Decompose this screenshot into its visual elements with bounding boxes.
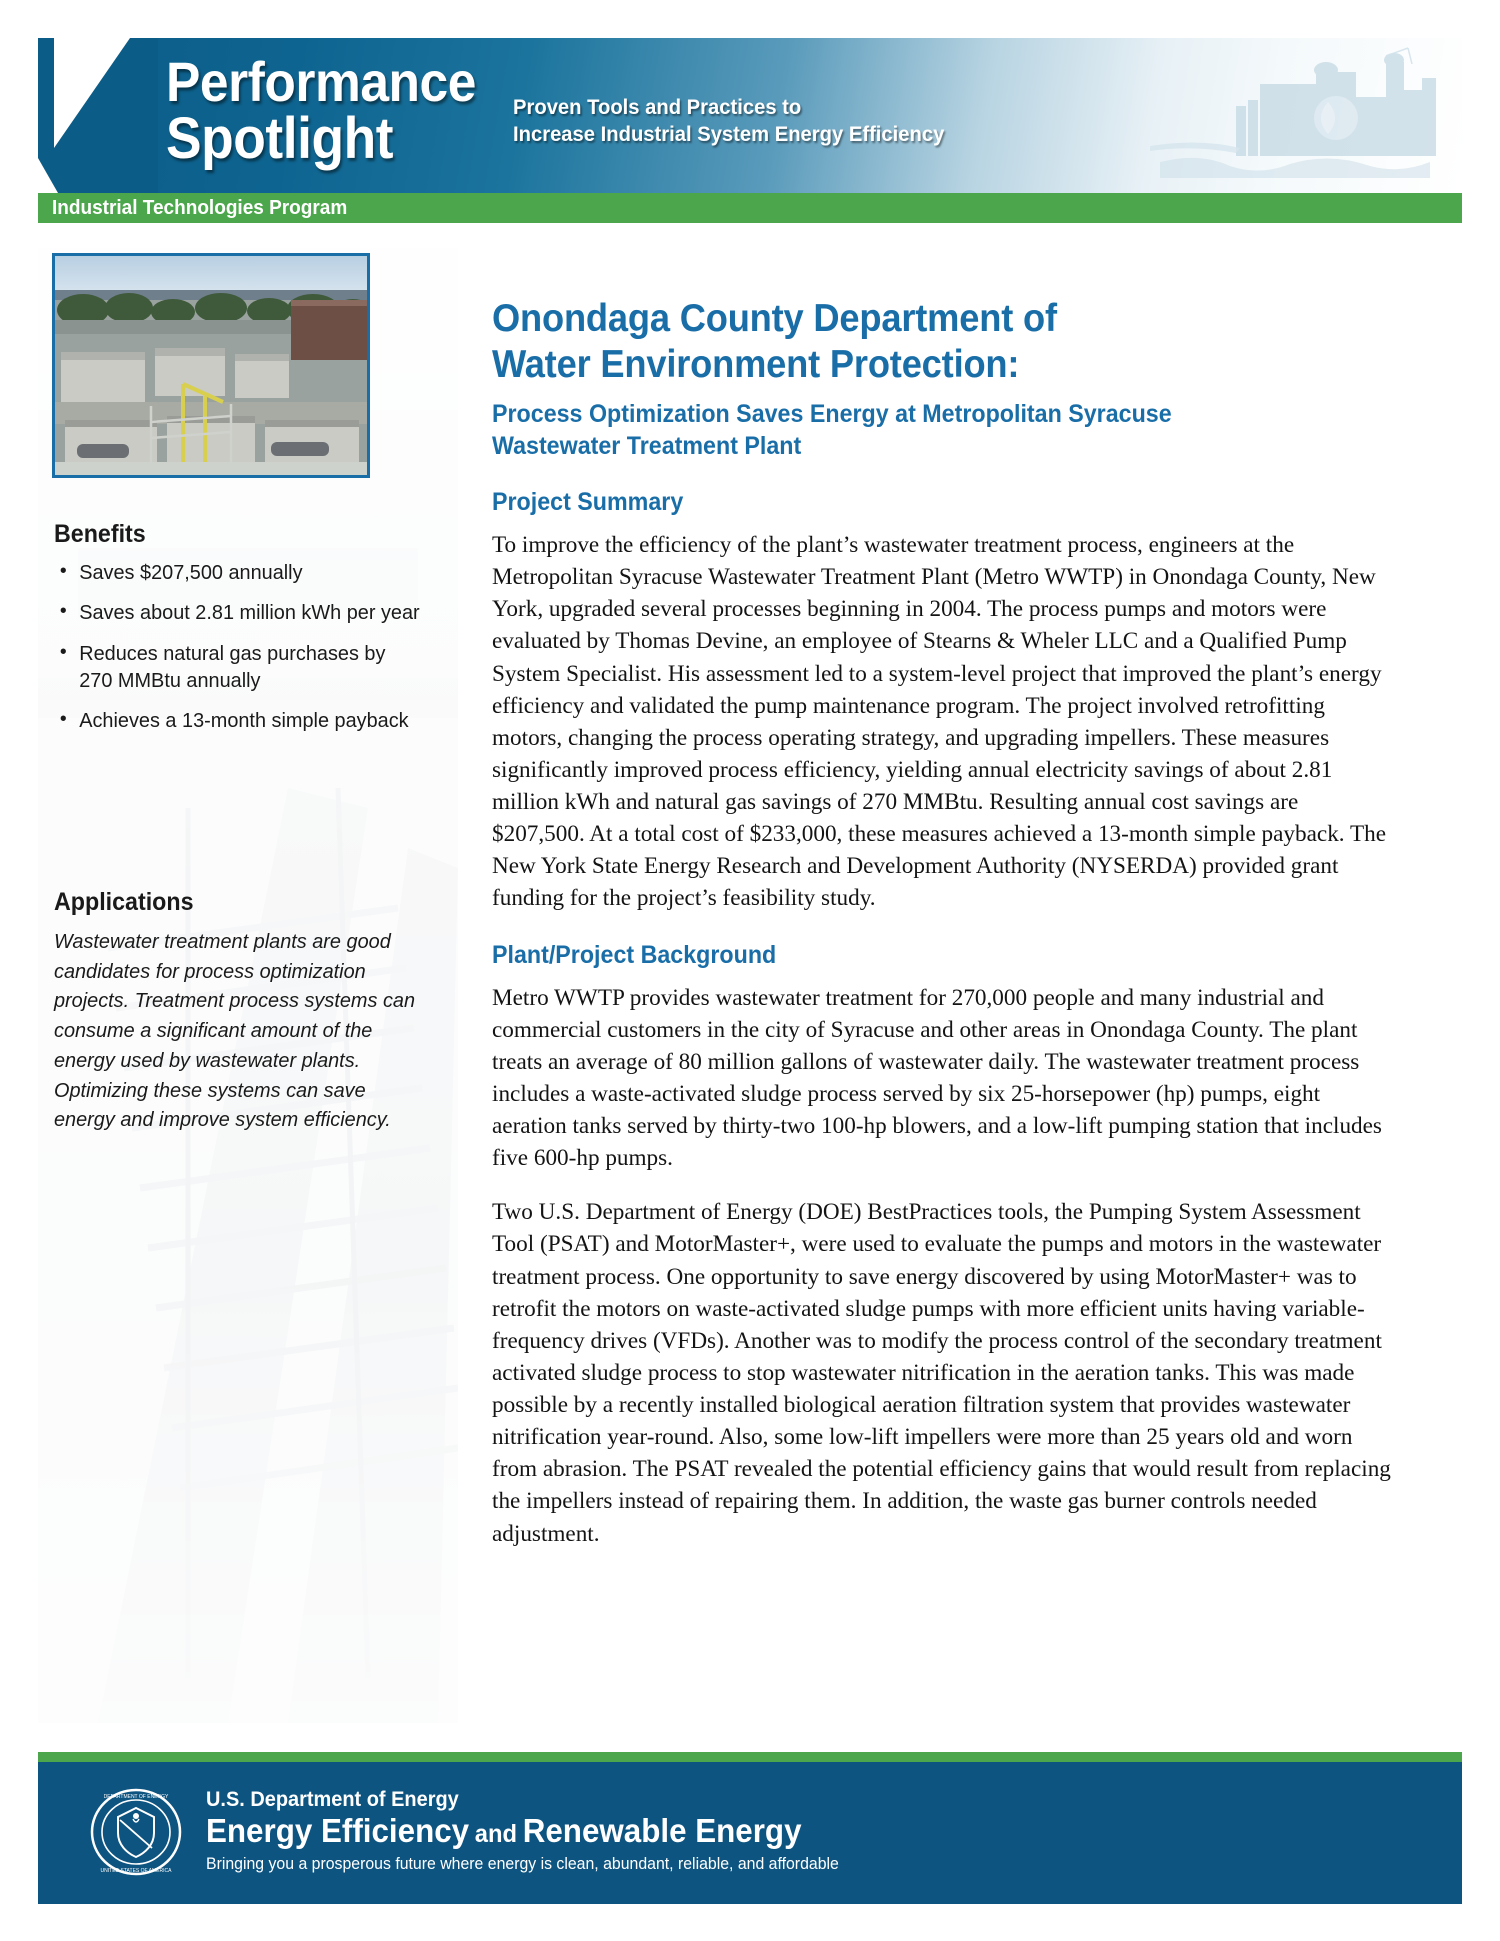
footer-agency-name: U.S. Department of Energy	[206, 1788, 459, 1811]
applications-section	[54, 888, 434, 1135]
svg-text:DEPARTMENT OF ENERGY: DEPARTMENT OF ENERGY	[103, 1794, 169, 1800]
benefits-section	[54, 520, 434, 747]
benefits-heading: Benefits	[54, 520, 146, 548]
footer-office-part2: and	[474, 1820, 518, 1848]
brand-wordmark	[166, 50, 503, 171]
benefits-list	[54, 559, 434, 734]
footer-bar	[38, 1762, 1462, 1904]
banner-wedge-decoration	[38, 38, 158, 193]
footer-green-rule	[38, 1752, 1462, 1762]
list-item: • Saves $207,500 annually	[54, 559, 423, 586]
section-heading-plant-project-background: Plant/Project Background	[492, 940, 777, 969]
page-title-line1: Onondaga County Department of	[492, 297, 1057, 340]
svg-text:UNITED STATES OF AMERICA: UNITED STATES OF AMERICA	[100, 1868, 172, 1874]
section-paragraph: Metro WWTP provides wastewater treatment for 270,000 people and many industrial and commercial customers in the city of Syracuse and other areas in Onondaga County. The plant treats an average of 80 million gallons of wastewater daily. The wastewater treatment process includes a waste-activated sludge process served by six 25-horsepower (hp) pumps, eight aeration tanks served by thirty-two 100-hp blowers, and a low-lift pumping station that includes five 600-hp pumps.	[492, 984, 1382, 1172]
brand-block	[166, 50, 972, 171]
sidebar	[38, 248, 458, 1723]
section-paragraph: Two U.S. Department of Energy (DOE) BestPractices tools, the Pumping System Assessment Tool (PSAT) and MotorMaster+, were used to evaluate the pumps and motors in the wastewater treatment process. One opportunity to save energy discovered by using MotorMaster+ was to retrofit the motors on waste-activated sludge pumps with more efficient units having variable-frequency drives (VFDs). Another was to modify the process control of the secondary treatment activated sludge process to stop wastewater nitrification in the aeration tanks. This was made possible by a recently installed biological aeration filtration system that provides wastewater nitrification year-round. Also, some low-lift impellers were more than 25 years old and worn from abrasion. The PSAT revealed the potential efficiency gains that would result from replacing the impellers instead of repairing them. In addition, the waste gas burner controls needed adjustment.	[492, 1199, 1391, 1547]
brand-spotlight-text: Spotlight	[166, 105, 394, 171]
program-bar-label: Industrial Technologies Program	[52, 197, 348, 219]
footer-office-part3: Renewable Energy	[522, 1812, 802, 1849]
main-content	[492, 296, 1392, 1550]
page-subtitle-line1: Process Optimization Saves Energy at Metropolitan Syracuse	[492, 400, 1172, 429]
list-item: • Reduces natural gas purchases by 270 MMBtu annually	[54, 640, 423, 695]
footer-text-block	[206, 1788, 865, 1874]
applications-heading: Applications	[54, 888, 194, 916]
banner-tagline	[513, 94, 944, 149]
footer-office-name	[206, 1813, 832, 1849]
industrial-plant-illustration-icon	[1140, 42, 1440, 192]
page-subtitle	[492, 398, 1392, 462]
applications-body: Wastewater treatment plants are good candidates for process optimization projects. Treatment process systems can consume a significant amount of the energy used by wastewater plants. Optimizing these systems can save energy and improve system efficiency.	[54, 930, 416, 1132]
page-title	[492, 296, 1392, 388]
banner-tagline-line2: Increase Industrial System Energy Efficiency	[512, 122, 945, 147]
brand-performance-text: Performance	[166, 50, 476, 113]
footer-tagline: Bringing you a prosperous future where energy is clean, abundant, reliable, and affordable	[206, 1854, 839, 1873]
page-title-line2: Water Environment Protection:	[492, 343, 1020, 387]
footer-office-part1: Energy Efficiency	[206, 1812, 470, 1849]
section-paragraph: To improve the efficiency of the plant’s wastewater treatment process, engineers at the Metropolitan Syracuse Wastewater Treatment Plant (Metro WWTP) in Onondaga County, New York, upgraded several processes beginning in 2004. The process pumps and motors were evaluated by Thomas Devine, an employee of Stearns & Wheler LLC and a Qualified Pump System Specialist. His assessment led to a system-level project that improved the plant’s energy efficiency and validated the pump maintenance program. The project involved retrofitting motors, changing the process operating strategy, and upgrading impellers. These measures significantly improved process efficiency, yielding annual electricity savings of about 2.81 million kWh and natural gas savings of 270 MMBtu. Resulting annual cost savings are $207,500. At a total cost of $233,000, these measures achieved a 13-month simple payback. The New York State Energy Research and Development Authority (NYSERDA) provided grant funding for the project’s feasibility study.	[492, 532, 1387, 912]
plant-photo	[52, 253, 370, 478]
program-bar	[38, 193, 1462, 223]
header-banner	[38, 38, 1462, 193]
list-item: • Achieves a 13-month simple payback	[54, 707, 423, 734]
page-subtitle-line2: Wastewater Treatment Plant	[492, 432, 802, 461]
section-heading-project-summary: Project Summary	[492, 488, 684, 517]
doe-seal-icon	[90, 1786, 182, 1878]
list-item: • Saves about 2.81 million kWh per year	[54, 599, 423, 626]
banner-tagline-line1: Proven Tools and Practices to	[512, 94, 802, 119]
